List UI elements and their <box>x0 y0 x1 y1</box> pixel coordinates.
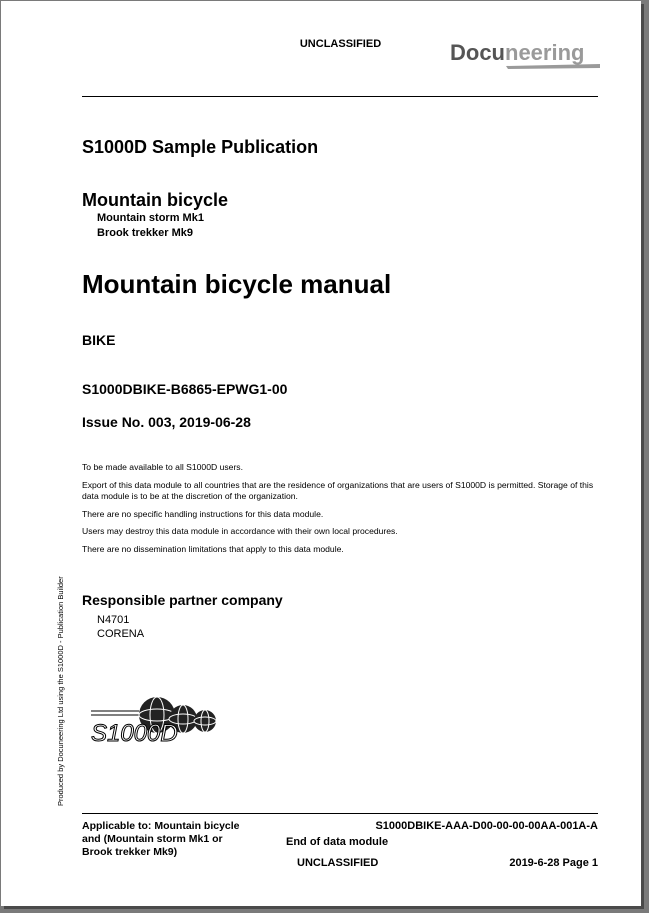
note-item: Export of this data module to all countries that are the residence of organizations that are users of S1000D is permitted. Storage of this data module is to be at the discretion of the organization. <box>82 479 594 501</box>
short-code: BIKE <box>82 332 116 348</box>
issue-info: Issue No. 003, 2019-06-28 <box>82 414 251 430</box>
end-of-data-module: End of data module <box>286 836 389 848</box>
applicability-statement: Applicable to: Mountain bicycle and (Mountain storm Mk1 or Brook trekker Mk9) <box>82 820 240 858</box>
header-classification: UNCLASSIFIED <box>299 38 382 50</box>
note-item: There are no specific handling instructions for this data module. <box>82 508 324 519</box>
note-item: There are no dissemination limitations that apply to this data module. <box>82 543 344 554</box>
responsible-partner-name: CORENA <box>97 628 145 640</box>
model-item: Mountain storm Mk1 <box>97 212 204 224</box>
responsible-partner-code: N4701 <box>97 614 130 626</box>
product-name: Mountain bicycle <box>82 190 229 210</box>
model-item: Brook trekker Mk9 <box>97 227 193 239</box>
svg-text:Docuneering <box>450 40 584 65</box>
note-item: To be made available to all S1000D users. <box>82 462 243 472</box>
s1000d-emblem <box>89 689 229 754</box>
s1000d-globe-emblem <box>89 689 229 749</box>
header-rule <box>82 96 598 97</box>
publication-title: S1000D Sample Publication <box>82 137 319 157</box>
document-page <box>1 1 641 906</box>
docuneering-logo-graphic <box>450 38 600 72</box>
security-notes <box>82 462 602 561</box>
note-item: Users may destroy this data module in accordance with their own local procedures. <box>82 526 398 536</box>
footer-date-page: 2019-6-28 Page 1 <box>509 857 598 869</box>
footer-classification: UNCLASSIFIED <box>297 857 379 869</box>
logo-text-part2: neering <box>505 40 585 65</box>
publication-module-code: S1000DBIKE-B6865-EPWG1-00 <box>82 381 288 397</box>
data-module-code: S1000DBIKE-AAA-D00-00-00-00AA-001A-A <box>375 820 598 832</box>
docuneering-logo <box>450 38 600 77</box>
responsible-partner-title: Responsible partner company <box>82 592 283 608</box>
producer-note: Produced by Docuneering Ltd using the S1000D - Publication Builder <box>56 576 65 806</box>
emblem-text: S1000D <box>91 720 178 747</box>
footer-rule <box>82 813 598 814</box>
logo-text-part1: Docu <box>450 40 505 65</box>
manual-title: Mountain bicycle manual <box>82 269 392 299</box>
